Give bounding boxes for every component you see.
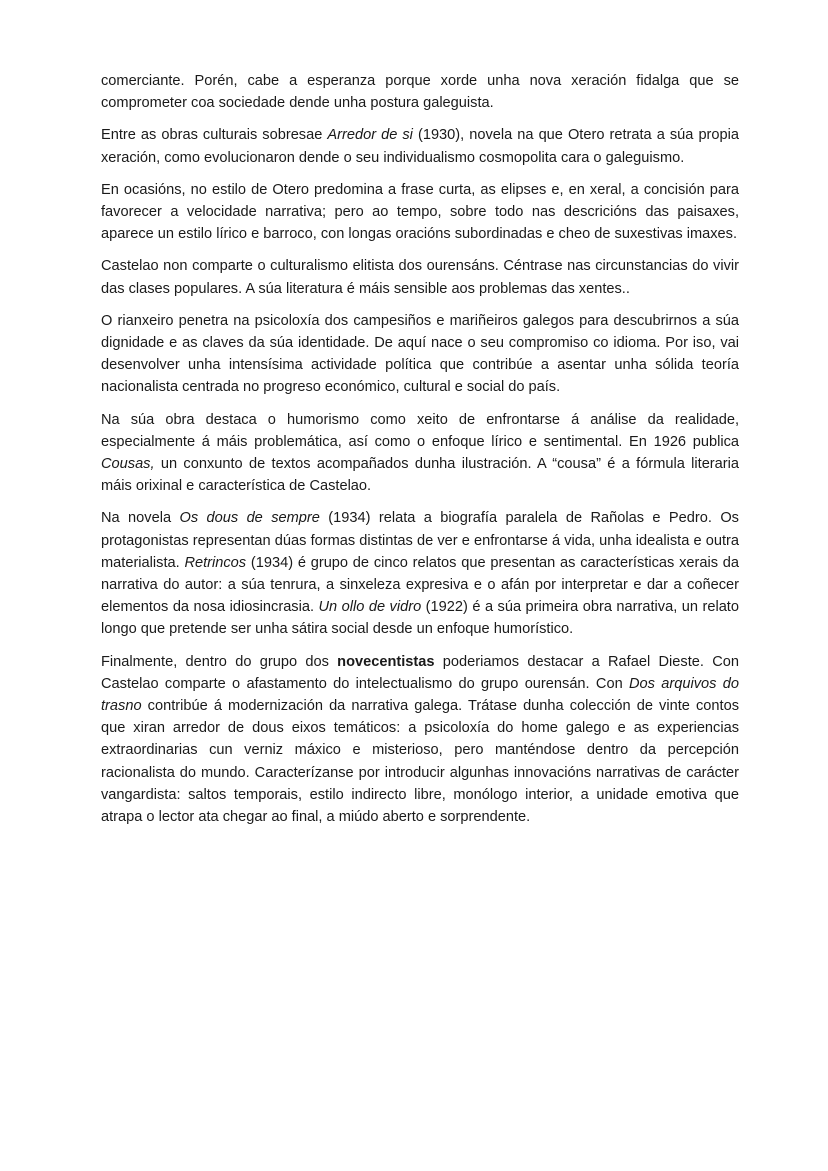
paragraph-8 [101, 651, 739, 829]
paragraph-4 [101, 255, 739, 299]
text-segment: Na súa obra destaca o humorismo como xeito de enfrontarse á análise da realidade, especialmente á máis problemática, así como o enfoque lírico e sentimental. En 1926 publica [101, 411, 739, 450]
work-title: Dos arquivos do trasno [101, 675, 739, 715]
paragraph-6 [101, 409, 739, 498]
work-title: Cousas, [101, 456, 155, 473]
text-segment: un conxunto de textos acompañados dunha ilustración. A “cousa” é a fórmula literaria máis orixinal e característica de Castelao. [101, 456, 739, 495]
work-title: Arredor de si [327, 127, 413, 144]
text-segment: poderiamos destacar a Rafael Dieste. Con Castelao comparte o afastamento do intelectualismo do grupo ourensán. Con [101, 653, 739, 692]
text-segment: Castelao non comparte o culturalismo elitista dos ourensáns. Céntrase nas circunstancias do vivir das clases populares. A súa literatura é máis sensible aos problemas das xentes.. [101, 258, 739, 297]
work-title: Un ollo de vidro [318, 599, 422, 616]
document-page [101, 70, 739, 838]
emphasis-term: novecentistas [337, 653, 435, 670]
work-title: Os dous de sempre [179, 510, 320, 527]
text-segment: O rianxeiro penetra na psicoloxía dos campesiños e mariñeiros galegos para descubrirnos a súa dignidade e as claves da súa identidade. De aquí nace o seu compromiso co idioma. Por iso, vai desenvolver unha intensísima actividade política que contribúe a asentar unha sólida teoría nacionalista centrada no progreso económico, cultural e social do país. [101, 312, 739, 396]
work-title: Retrincos [184, 554, 247, 571]
paragraph-2 [101, 124, 739, 168]
text-segment: Entre as obras culturais sobresae [101, 127, 328, 144]
paragraph-1 [101, 70, 739, 114]
paragraph-5 [101, 310, 739, 399]
paragraph-3 [101, 179, 739, 246]
text-segment: (1934) é grupo de cinco relatos que presentan as características xerais da narrativa do autor: a súa tenrura, a sinxeleza expresiva e o afán por interpretar e dar a coñecer elementos da nosa idiosincrasia. [101, 554, 739, 616]
text-segment: (1930), novela na que Otero retrata a súa propia xeración, como evolucionaron dende o seu individualismo cosmopolita cara o galeguismo. [101, 127, 740, 166]
text-segment: (1922) é a súa primeira obra narrativa, un relato longo que pretende ser unha sátira social desde un enfoque humorístico. [101, 599, 739, 638]
text-segment: (1934) relata a biografía paralela de Rañolas e Pedro. Os protagonistas representan dúas formas distintas de ver e enfrontarse á vida, unha idealista e outra materialista. [101, 510, 739, 571]
paragraph-7 [101, 507, 739, 640]
text-segment: Na novela [101, 510, 180, 527]
text-segment: comerciante. Porén, cabe a esperanza porque xorde unha nova xeración fidalga que se comprometer coa sociedade dende unha postura galeguista. [101, 73, 739, 112]
text-segment: En ocasións, no estilo de Otero predomina a frase curta, as elipses e, en xeral, a concisión para favorecer a velocidade narrativa; pero ao tempo, sobre todo nas descricións das paisaxes, aparece un estilo lírico e barroco, con longas oracións subordinadas e cheo de suxestivas imaxes. [101, 181, 739, 243]
text-segment: Finalmente, dentro do grupo dos [101, 653, 338, 670]
text-segment: contribúe á modernización da narrativa galega. Trátase dunha colección de vinte contos que xiran arredor de dous eixos temáticos: a psicoloxía do home galego e as experiencias extraordinarias cun verniz máxico e misterioso, pero manténdose dentro da percepción racionalista do mundo. Caracterízanse por introducir algunhas innovacións narrativas de carácter vangardista: saltos temporais, estilo indirecto libre, monólogo interior, a unidade emotiva que atrapa o lector ata chegar ao final, a miúdo aberto e sorprendente. [101, 698, 739, 826]
